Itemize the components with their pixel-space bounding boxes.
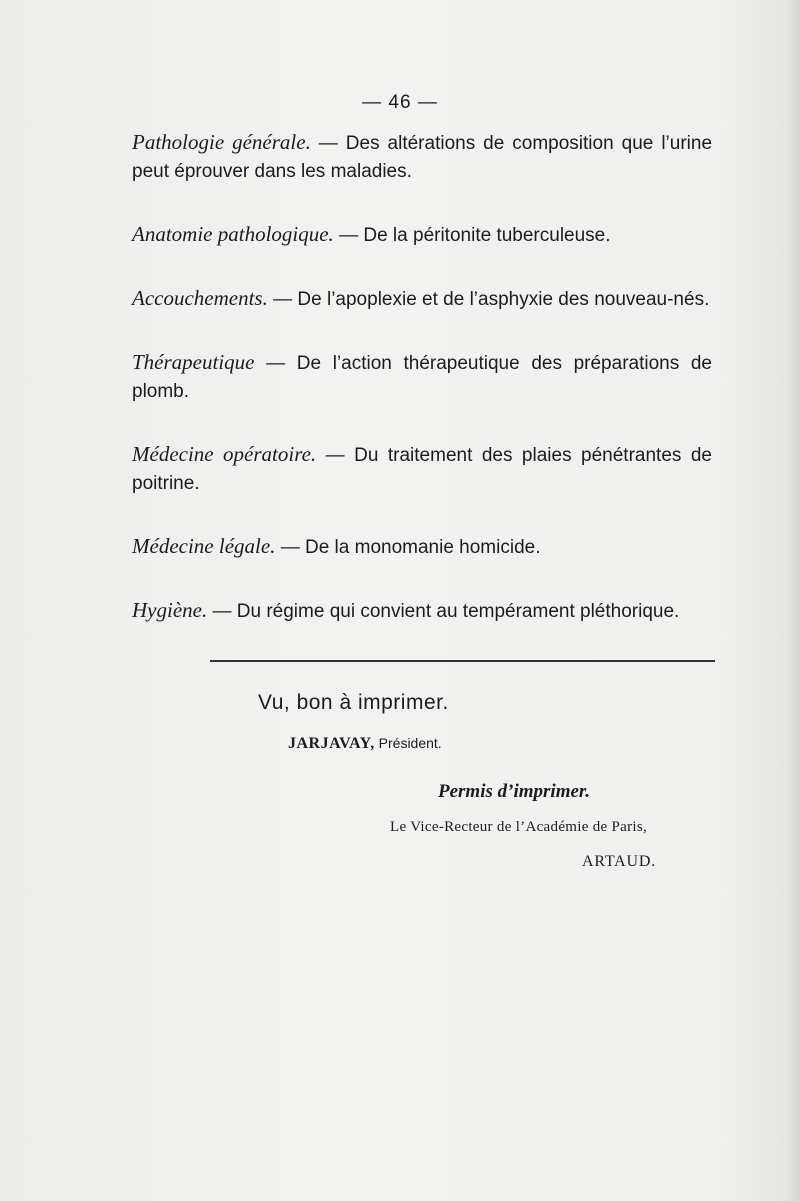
question-subject: Pathologie générale.: [132, 130, 311, 154]
president-title: Président.: [374, 735, 442, 751]
question-text: — De l’action thérapeutique des préparations de plomb.: [132, 353, 712, 402]
question-entry-therapeutique: [132, 348, 712, 406]
question-subject: Médecine légale.: [132, 534, 276, 558]
question-entry-anatomie: [132, 220, 712, 250]
page-number: — 46 —: [362, 92, 438, 113]
president-name: JARJAVAY,: [288, 735, 375, 752]
question-text: — De la péritonite tuberculeuse.: [333, 225, 611, 246]
question-text: — Des altérations de composition que l’urine peut éprouver dans les maladies.: [132, 133, 713, 182]
question-entry-medecine-legale: [132, 532, 712, 562]
approval-vu: Vu, bon à imprimer.: [258, 691, 449, 714]
permis-imprimer: Permis d’imprimer.: [438, 781, 590, 802]
question-entry-pathologie: [132, 128, 712, 186]
question-entry-accouchements: [132, 284, 712, 314]
thesis-questions-list: [132, 128, 712, 660]
question-text: — Du régime qui convient au tempérament pléthorique.: [207, 601, 680, 622]
question-entry-hygiene: [132, 596, 712, 626]
question-subject: Thérapeutique: [132, 350, 255, 374]
question-subject: Anatomie pathologique.: [132, 222, 334, 246]
section-divider: [210, 660, 715, 662]
vice-recteur-line: Le Vice-Recteur de l’Académie de Paris,: [390, 819, 648, 835]
question-text: — De la monomanie homicide.: [275, 537, 541, 558]
question-text: — Du traitement des plaies pénétrantes de poitrine.: [132, 445, 712, 494]
question-subject: Médecine opératoire.: [132, 442, 317, 466]
president-signature: [288, 735, 442, 753]
page-edge-shadow: [786, 0, 800, 1201]
question-subject: Accouchements.: [132, 286, 268, 310]
question-subject: Hygiène.: [132, 598, 208, 622]
question-entry-medecine-operatoire: [132, 440, 712, 498]
question-text: — De l’apoplexie et de l’asphyxie des nouveau-nés.: [267, 289, 710, 310]
vice-recteur-name: ARTAUD.: [582, 853, 657, 870]
